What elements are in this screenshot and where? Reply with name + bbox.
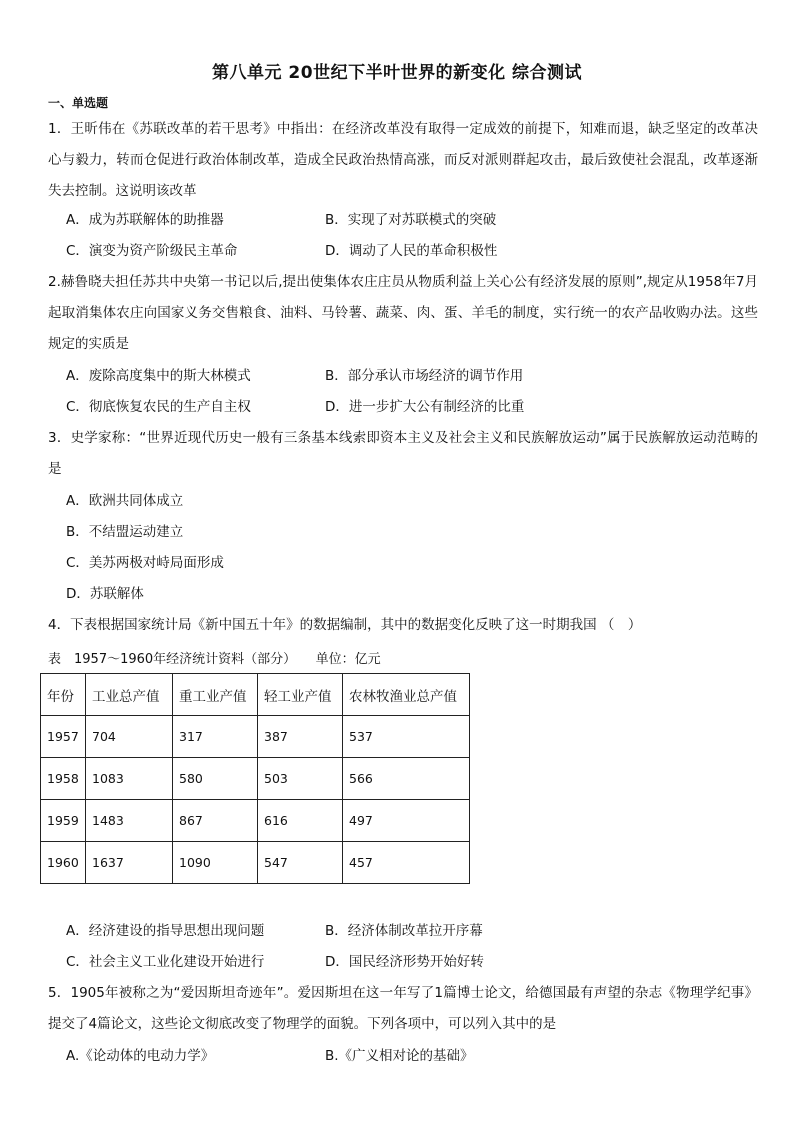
table-row	[41, 842, 470, 884]
table-cell: 1958	[41, 758, 86, 800]
q2-option-c: C．彻底恢复农民的生产自主权	[66, 399, 251, 415]
table-cell: 387	[258, 716, 343, 758]
question-1-stem: 1．王昕伟在《苏联改革的若干思考》中指出：在经济改革没有取得一定成效的前提下，知难而退，缺乏坚定的改革决心与毅力，转而仓促进行政治体制改革，造成全民政治热情高涨，而反对派则群起攻击，最后致使社会混乱，改革逐渐失去控制。这说明该改革	[48, 121, 758, 199]
table-cell: 1959	[41, 800, 86, 842]
question-3-stem: 3．史学家称：“世界近现代历史一般有三条基本线索即资本主义及社会主义和民族解放运动”属于民族解放运动范畴的是	[48, 430, 758, 477]
table-cell: 1957	[41, 716, 86, 758]
q1-option-c: C．演变为资产阶级民主革命	[66, 243, 238, 259]
table-cell: 704	[86, 716, 173, 758]
table-cell: 867	[173, 800, 258, 842]
table-cell: 1090	[173, 842, 258, 884]
col-header-light-industry: 轻工业产值	[258, 674, 343, 716]
table-cell: 566	[343, 758, 470, 800]
col-header-industrial-output: 工业总产值	[86, 674, 173, 716]
table-cell: 317	[173, 716, 258, 758]
economic-statistics-table	[40, 673, 470, 884]
table-cell: 547	[258, 842, 343, 884]
table-cell: 503	[258, 758, 343, 800]
q4-option-c: C．社会主义工业化建设开始进行	[66, 954, 265, 970]
q1-option-d: D．调动了人民的革命积极性	[325, 243, 498, 259]
table-row	[41, 758, 470, 800]
q1-option-b: B．实现了对苏联模式的突破	[325, 212, 497, 228]
col-header-heavy-industry: 重工业产值	[173, 674, 258, 716]
question-4-stem: 4．下表根据国家统计局《新中国五十年》的数据编制，其中的数据变化反映了这一时期我国 （ ）	[48, 617, 642, 633]
table-cell: 537	[343, 716, 470, 758]
table-cell: 457	[343, 842, 470, 884]
table-cell: 1637	[86, 842, 173, 884]
q2-option-d: D．进一步扩大公有制经济的比重	[325, 399, 525, 415]
table-cell: 497	[343, 800, 470, 842]
table-caption: 表 1957～1960年经济统计资料（部分） 单位：亿元	[48, 652, 381, 667]
q2-option-b: B．部分承认市场经济的调节作用	[325, 368, 524, 384]
table-row	[41, 800, 470, 842]
table-header-row	[41, 674, 470, 716]
table-cell: 1960	[41, 842, 86, 884]
q3-option-a: A．欧洲共同体成立	[66, 493, 184, 509]
q2-option-a: A．废除高度集中的斯大林模式	[66, 368, 251, 384]
q3-option-c: C．美苏两极对峙局面形成	[66, 555, 224, 571]
q3-option-d: D．苏联解体	[66, 586, 144, 602]
table-cell: 616	[258, 800, 343, 842]
question-5-stem: 5．1905年被称之为“爱因斯坦奇迹年”。爱因斯坦在这一年写了1篇博士论文，给德国最有声望的杂志《物理学纪事》提交了4篇论文，这些论文彻底改变了物理学的面貌。下列各项中，可以列入其中的是	[48, 985, 758, 1032]
q4-option-a: A．经济建设的指导思想出现问题	[66, 923, 265, 939]
q5-option-a: A.《论动体的电动力学》	[66, 1048, 215, 1064]
q4-option-d: D．国民经济形势开始好转	[325, 954, 484, 970]
question-2-stem: 2.赫鲁晓夫担任苏共中央第一书记以后,提出使集体农庄庄员从物质利益上关心公有经济发展的原则”,规定从1958年7月起取消集体农庄向国家义务交售粮食、油料、马铃薯、蔬菜、肉、蛋、羊毛的制度，实行统一的农产品收购办法。这些规定的实质是	[48, 274, 758, 352]
col-header-agriculture: 农林牧渔业总产值	[343, 674, 470, 716]
col-header-year: 年份	[41, 674, 86, 716]
table-row	[41, 716, 470, 758]
page-title: 第八单元 20世纪下半叶世界的新变化 综合测试	[212, 63, 582, 83]
table-cell: 1483	[86, 800, 173, 842]
q4-option-b: B．经济体制改革拉开序幕	[325, 923, 483, 939]
section-heading: 一、单选题	[48, 96, 109, 110]
q3-option-b: B．不结盟运动建立	[66, 524, 184, 540]
table-cell: 580	[173, 758, 258, 800]
table-cell: 1083	[86, 758, 173, 800]
q1-option-a: A．成为苏联解体的助推器	[66, 212, 224, 228]
q5-option-b: B.《广义相对论的基础》	[325, 1048, 474, 1064]
